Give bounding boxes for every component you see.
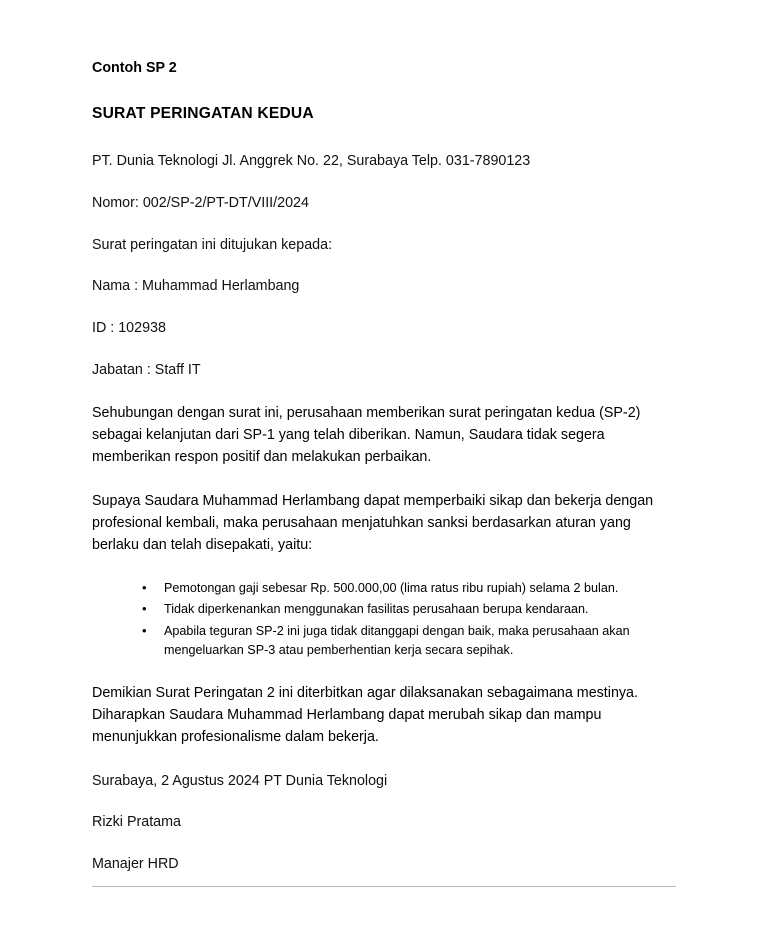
- recipient-id: ID : 102938: [92, 320, 166, 337]
- signer-name: Rizki Pratama: [92, 814, 181, 831]
- recipient-position: Jabatan : Staff IT: [92, 361, 201, 378]
- letter-number-line: Nomor: 002/SP-2/PT-DT/VIII/2024: [92, 195, 309, 212]
- paragraph-closing: Demikian Surat Peringatan 2 ini diterbitkan agar dilaksanakan sebagaimana mestinya. Diharapkan Saudara Muhammad Herlambang dapat merubah sikap dan mampu menunjukkan profesionalisme dalam bekerja.: [92, 685, 638, 746]
- list-item: • Tidak diperkenankan menggunakan fasilitas perusahaan berupa kendaraan.: [142, 600, 676, 619]
- place-and-date: Surabaya, 2 Agustus 2024 PT Dunia Teknologi: [92, 772, 388, 789]
- footer-divider: [92, 886, 676, 887]
- sanction-list: [92, 579, 676, 661]
- signer-title: Manajer HRD: [92, 856, 179, 873]
- document-body: [92, 58, 676, 875]
- document-title: SURAT PERINGATAN KEDUA: [92, 104, 314, 122]
- document-label: Contoh SP 2: [92, 60, 177, 76]
- list-item: • Apabila teguran SP-2 ini juga tidak ditanggapi dengan baik, maka perusahaan akan mengeluarkan SP-3 atau pemberhentian kerja secara sepihak.: [142, 622, 676, 660]
- paragraph-sanction-intro: Supaya Saudara Muhammad Herlambang dapat memperbaiki sikap dan bekerja dengan profesional kembali, maka perusahaan menjatuhkan sanksi berdasarkan aturan yang berlaku dan telah disepakati, yaitu:: [92, 493, 654, 554]
- addressed-to-line: Surat peringatan ini ditujukan kepada:: [92, 236, 333, 253]
- company-address-line: PT. Dunia Teknologi Jl. Anggrek No. 22, Surabaya Telp. 031-7890123: [92, 153, 531, 170]
- paragraph-background: Sehubungan dengan surat ini, perusahaan memberikan surat peringatan kedua (SP-2) sebagai kelanjutan dari SP-1 yang telah diberikan. Namun, Saudara tidak segera memberikan respon positif dan melakukan perbaikan.: [92, 404, 641, 465]
- list-item: • Pemotongan gaji sebesar Rp. 500.000,00 (lima ratus ribu rupiah) selama 2 bulan.: [142, 579, 676, 598]
- recipient-name: Nama : Muhammad Herlambang: [92, 278, 300, 295]
